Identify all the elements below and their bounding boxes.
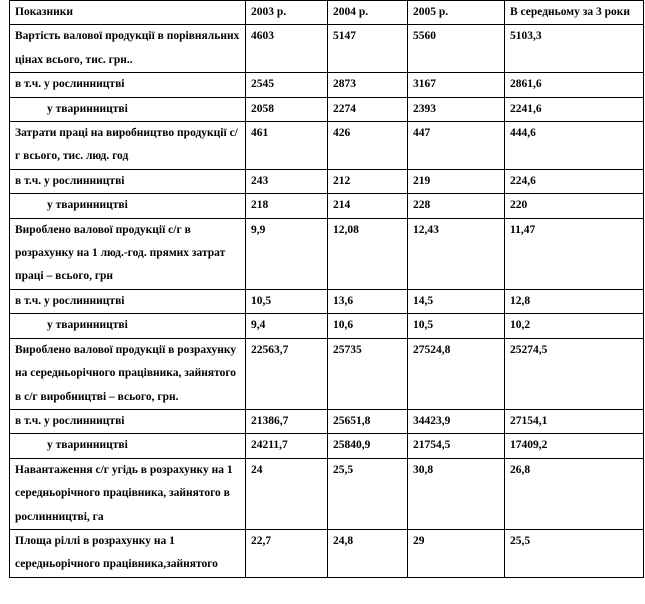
row-label [10, 122, 246, 170]
value-2004: 214 [328, 194, 408, 218]
value-2005: 219 [408, 169, 505, 193]
value-2003: 2545 [246, 73, 328, 97]
row-label-text: в т.ч. у рослинництві [15, 414, 125, 427]
value-2005: 2393 [408, 97, 505, 121]
value-2005: 10,5 [408, 314, 505, 338]
row-label-text: Навантаження с/г угідь в розрахунку на 1 середньорічного працівника, зайнятого в рослинництві, га [15, 463, 233, 523]
value-average: 224,6 [505, 169, 644, 193]
table-row [10, 529, 644, 577]
value-2003: 218 [246, 194, 328, 218]
value-2005: 34423,9 [408, 409, 505, 433]
value-2003: 9,9 [246, 218, 328, 289]
value-2005: 29 [408, 529, 505, 577]
row-label-text: в т.ч. у рослинництві [15, 174, 125, 187]
value-2004: 426 [328, 122, 408, 170]
row-label [10, 25, 246, 73]
value-2003: 4603 [246, 25, 328, 73]
row-label-text: Затрати праці на виробництво продукції с/г всього, тис. люд. год [15, 127, 238, 163]
row-label-text: в т.ч. у рослинництві [15, 294, 125, 307]
value-2004: 12,08 [328, 218, 408, 289]
value-2005: 14,5 [408, 289, 505, 313]
header-year-2004: 2004 р. [328, 1, 408, 25]
row-label [10, 218, 246, 289]
value-average: 26,8 [505, 458, 644, 529]
value-2004: 13,6 [328, 289, 408, 313]
value-2004: 212 [328, 169, 408, 193]
row-label-text: Вартість валової продукції в порівняльних цінах всього, тис. грн.. [15, 30, 240, 66]
value-2003: 24 [246, 458, 328, 529]
value-2004: 25840,9 [328, 434, 408, 458]
header-average: В середньому за 3 роки [505, 1, 644, 25]
value-2004: 10,6 [328, 314, 408, 338]
row-label [10, 529, 246, 577]
value-2003: 22,7 [246, 529, 328, 577]
row-label [10, 458, 246, 529]
row-label [10, 434, 246, 458]
value-2003: 2058 [246, 97, 328, 121]
row-label-text: у тваринництві [47, 102, 128, 115]
row-label [10, 289, 246, 313]
value-average: 11,47 [505, 218, 644, 289]
value-2003: 24211,7 [246, 434, 328, 458]
value-2004: 25,5 [328, 458, 408, 529]
value-2005: 27524,8 [408, 338, 505, 409]
table-row [10, 194, 644, 218]
table-row [10, 97, 644, 121]
row-label [10, 194, 246, 218]
table-row [10, 434, 644, 458]
table-row [10, 122, 644, 170]
row-label [10, 338, 246, 409]
value-average: 2861,6 [505, 73, 644, 97]
value-2003: 243 [246, 169, 328, 193]
row-label-text: Площа ріллі в розрахунку на 1 середньорічного працівника,зайнятого [15, 534, 218, 571]
table-row [10, 338, 644, 409]
row-label-text: Вироблено валової продукції в розрахунку на середньорічного працівника, зайнятого в с/г виробництві – всього, грн. [15, 343, 237, 403]
value-average: 10,2 [505, 314, 644, 338]
value-2004: 2873 [328, 73, 408, 97]
row-label [10, 314, 246, 338]
value-2004: 5147 [328, 25, 408, 73]
header-year-2003: 2003 р. [246, 1, 328, 25]
value-2004: 25735 [328, 338, 408, 409]
header-year-2005: 2005 р. [408, 1, 505, 25]
table-row [10, 289, 644, 313]
value-average: 5103,3 [505, 25, 644, 73]
value-average: 25274,5 [505, 338, 644, 409]
table-row [10, 73, 644, 97]
value-2003: 21386,7 [246, 409, 328, 433]
value-2004: 2274 [328, 97, 408, 121]
row-label-text: в т.ч. у рослинництві [15, 78, 125, 91]
value-2003: 9,4 [246, 314, 328, 338]
value-average: 17409,2 [505, 434, 644, 458]
row-label [10, 169, 246, 193]
table-body [10, 1, 644, 578]
value-2003: 461 [246, 122, 328, 170]
table-row [10, 169, 644, 193]
row-label [10, 73, 246, 97]
value-2005: 228 [408, 194, 505, 218]
table-row [10, 25, 644, 73]
value-2003: 22563,7 [246, 338, 328, 409]
row-label-text: у тваринництві [47, 439, 128, 452]
value-2005: 5560 [408, 25, 505, 73]
value-2005: 21754,5 [408, 434, 505, 458]
value-2004: 24,8 [328, 529, 408, 577]
value-average: 25,5 [505, 529, 644, 577]
row-label [10, 97, 246, 121]
header-indicator: Показники [10, 1, 246, 25]
table-row [10, 314, 644, 338]
value-average: 2241,6 [505, 97, 644, 121]
value-2004: 25651,8 [328, 409, 408, 433]
table-row [10, 458, 644, 529]
value-average: 27154,1 [505, 409, 644, 433]
table-row [10, 409, 644, 433]
value-2005: 12,43 [408, 218, 505, 289]
row-label-text: Вироблено валової продукції с/г в розрахунку на 1 люд.-год. прямих затрат праці – всього, грн [15, 223, 226, 283]
value-average: 12,8 [505, 289, 644, 313]
value-2003: 10,5 [246, 289, 328, 313]
header-row [10, 1, 644, 25]
data-table [9, 0, 644, 578]
value-2005: 30,8 [408, 458, 505, 529]
value-average: 444,6 [505, 122, 644, 170]
value-average: 220 [505, 194, 644, 218]
table-row [10, 218, 644, 289]
row-label-text: у тваринництві [47, 319, 128, 332]
value-2005: 3167 [408, 73, 505, 97]
row-label-text: у тваринництві [47, 199, 128, 212]
value-2005: 447 [408, 122, 505, 170]
row-label [10, 409, 246, 433]
